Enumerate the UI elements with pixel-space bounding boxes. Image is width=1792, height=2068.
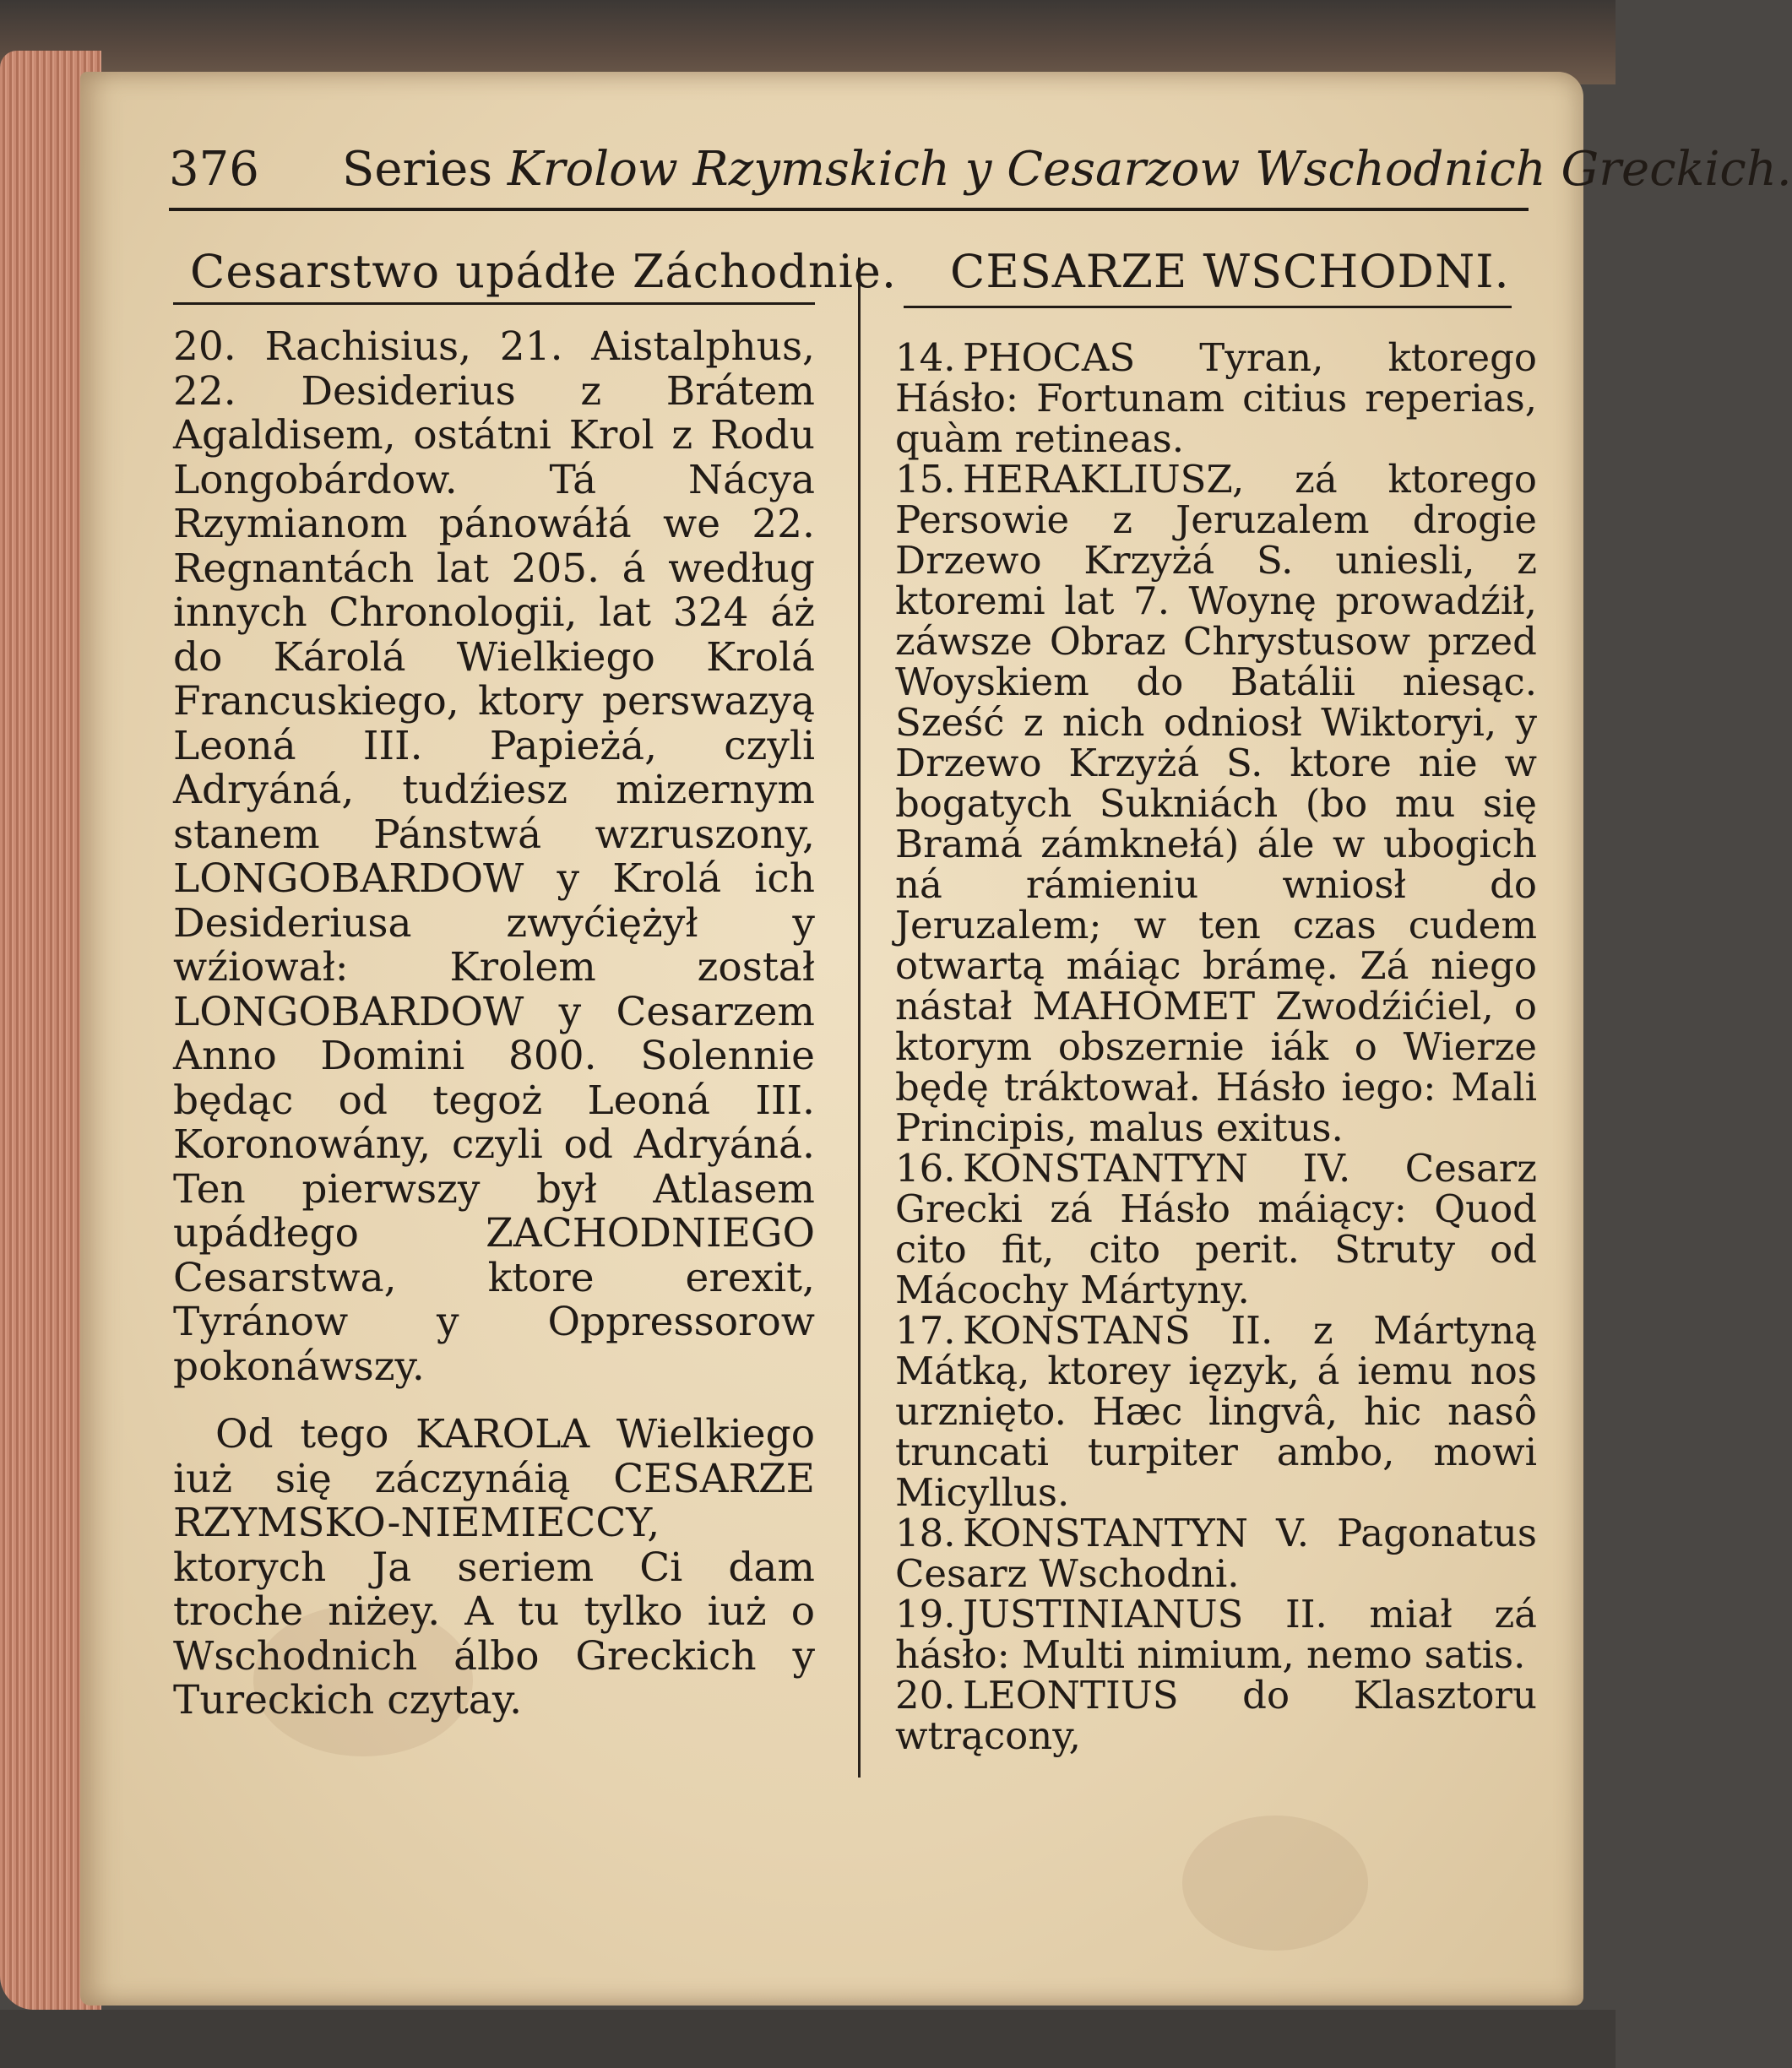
right-heading-rule bbox=[904, 306, 1512, 308]
paper-stain bbox=[1182, 1816, 1368, 1951]
entry-20 bbox=[895, 1675, 1537, 1756]
entry-text: HERAKLIUSZ, zá ktorego Persowie z Jeruzalem drogie Drzewo Krzyżá S. uniesli, z ktoremi lat 7. Woynę prowadźił, záwsze Obraz Chrystusow przed Woyskiem do Batálii niesąc. Sześć z nich odniosł Wiktoryi, y Drzewo Krzyżá S. ktore nie w bogatych Sukniách (bo mu się Bramá zámknełá) ále w ubogich ná rámieniu wniosł do Jeruzalem; w ten czas cudem otwartą máiąc brámę. Zá niego nástał MAHOMET Zwodźićiel, o ktorym obszernie iák o Wierze będę tráktował. Hásło iego: Mali Principis, malus exitus. bbox=[895, 457, 1537, 1150]
entry-number: 17. bbox=[895, 1308, 956, 1353]
entry-17 bbox=[895, 1308, 1537, 1515]
entry-text: KONSTANTYN V. Pagonatus Cesarz Wschodni. bbox=[895, 1511, 1537, 1596]
entry-number: 19. bbox=[895, 1592, 956, 1636]
left-paragraph-2: Od tego KAROLA Wielkiego iuż się záczynáią CESARZE RZYMSKO-NIEMIECCY, ktorych Ja seriem Ci dam troche niżey. A tu tylko iuż o Wschodnich álbo Greckich y Tureckich czytay. bbox=[173, 1411, 815, 1723]
entry-number: 18. bbox=[895, 1511, 956, 1555]
entry-19 bbox=[895, 1594, 1537, 1675]
column-divider bbox=[858, 258, 861, 1778]
left-column-text bbox=[173, 325, 815, 1723]
left-column-heading: Cesarstwo upádłe Záchodnie. bbox=[190, 245, 898, 298]
page-number: 376 bbox=[169, 142, 259, 197]
entry-16 bbox=[895, 1148, 1537, 1311]
entry-text: LEONTIUS do Klasztoru wtrącony, bbox=[895, 1673, 1537, 1758]
entry-14 bbox=[895, 335, 1537, 461]
right-column-text bbox=[895, 335, 1537, 1758]
header-rule bbox=[169, 208, 1529, 211]
entry-number: 16. bbox=[895, 1146, 956, 1191]
right-column-heading: CESARZE WSCHODNI. bbox=[950, 245, 1510, 298]
running-title bbox=[342, 142, 1792, 197]
left-paragraph-1: 20. Rachisius, 21. Aistalphus, 22. Desiderius z Brátem Agaldisem, ostátni Krol z Rodu Longobárdow. Tá Nácya Rzymianom pánowáłá we 22. Regnantách lat 205. á według innych Chronologii, lat 324 áż do Károlá Wielkiego Krolá Francuskiego, ktory perswazyą Leoná III. Papieżá, czyli Adryáná, tudźiesz mizernym stanem Pánstwá wzruszony, LONGOBARDOW y Krolá ich Desideriusa zwyćiężył y wźiował: Krolem został LONGOBARDOW y Cesarzem Anno Domini 800. Solennie będąc od tegoż Leoná III. Koronowány, czyli od Adryáná. Ten pierwszy był Atlasem upádłego ZACHODNIEGO Cesarstwa, ktore erexit, Tyránow y Oppressorow pokonáwszy. bbox=[173, 323, 815, 1390]
entry-text: KONSTANTYN IV. Cesarz Grecki zá Hásło máiący: Quod cito fit, cito perit. Struty od Mácochy Mártyny. bbox=[895, 1146, 1537, 1312]
entry-number: 14. bbox=[895, 335, 956, 380]
running-title-italic: Krolow Rzymskich y Cesarzow Wschodnich Greckich. bbox=[507, 142, 1792, 197]
entry-text: JUSTINIANUS II. miał zá hásło: Multi nimium, nemo satis. bbox=[895, 1592, 1537, 1677]
background-bottom bbox=[0, 2010, 1616, 2068]
left-heading-rule bbox=[173, 302, 815, 305]
entry-number: 20. bbox=[895, 1673, 956, 1718]
entry-text: PHOCAS Tyran, ktorego Hásło: Fortunam citius reperias, quàm retineas. bbox=[895, 335, 1537, 461]
entry-15 bbox=[895, 459, 1537, 1148]
entry-18 bbox=[895, 1513, 1537, 1594]
entry-number: 15. bbox=[895, 457, 956, 502]
running-title-roman: Series bbox=[342, 142, 508, 197]
entry-text: KONSTANS II. z Mártyną Mátką, ktorey ięzyk, á iemu nos urznięto. Hæc lingvâ, hic nasô truncati turpiter ambo, mowi Micyllus. bbox=[895, 1308, 1537, 1515]
running-header bbox=[169, 142, 1792, 209]
